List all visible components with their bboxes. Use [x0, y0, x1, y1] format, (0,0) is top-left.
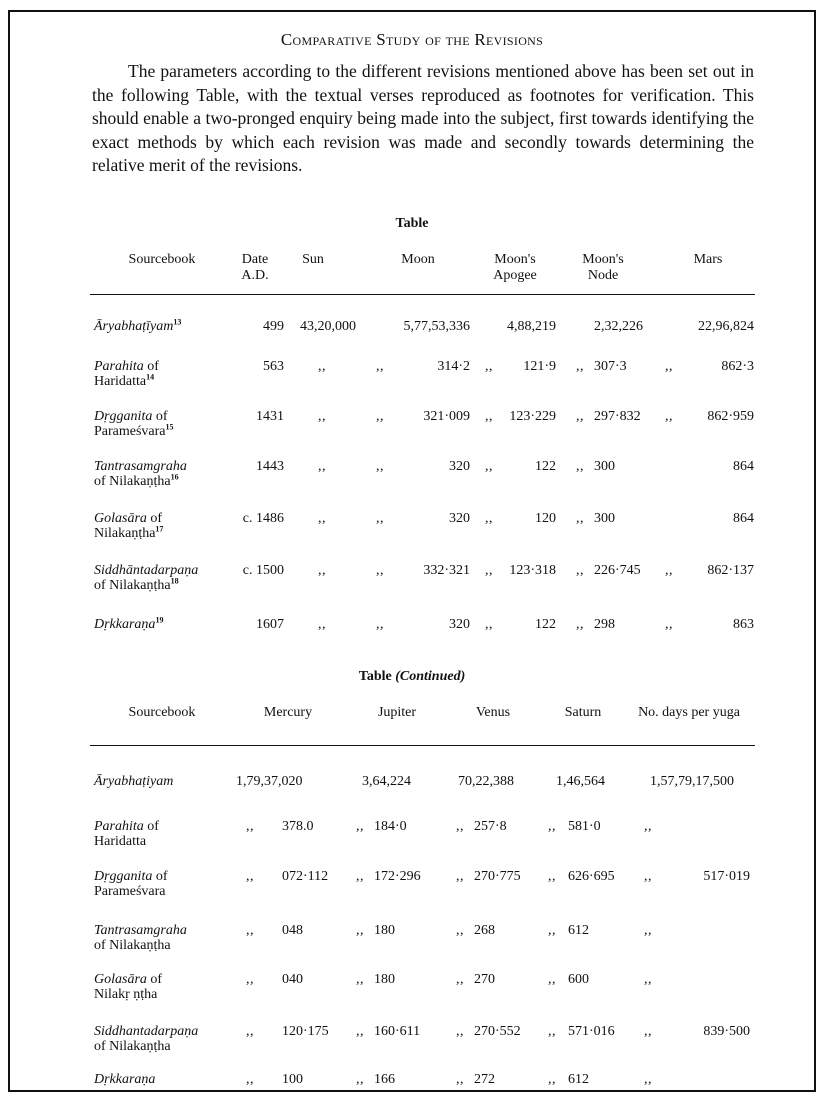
venus-cell: 272 — [474, 1072, 495, 1087]
mars-cell: 22,96,824 — [698, 319, 754, 334]
moon-ditto: ,, — [376, 563, 384, 578]
sourcebook-title: Dṛgganita — [94, 869, 153, 884]
jupiter-cell: 180 — [374, 972, 395, 987]
moon-cell: 314·2 — [437, 359, 470, 374]
saturn-cell: 626·695 — [568, 869, 615, 884]
saturn-cell: 581·0 — [568, 819, 601, 834]
t2-header-days-per-yuga: No. days per yuga — [638, 705, 740, 720]
days-ditto: ,, — [644, 972, 652, 987]
sourcebook-author: Nilakaṇṭha — [94, 526, 156, 541]
sourcebook-author: of Nilakaṇṭha — [94, 474, 171, 489]
sun-cell: ,, — [318, 409, 326, 424]
date-cell: 1431 — [256, 409, 284, 424]
sourcebook-title: Golasāra — [94, 511, 147, 526]
sourcebook-cell — [94, 511, 234, 541]
moon-cell: 320 — [449, 459, 470, 474]
mars-ditto: ,, — [665, 617, 673, 632]
sun-cell: ,, — [318, 563, 326, 578]
t1-header-sun: Sun — [302, 252, 324, 267]
sourcebook-title: Tantrasamgraha — [94, 459, 187, 474]
sun-cell: ,, — [318, 617, 326, 632]
apogee-cell: 122 — [535, 617, 556, 632]
mercury-cell: 048 — [282, 923, 303, 938]
jupiter-ditto: ,, — [356, 923, 364, 938]
apogee-ditto: ,, — [485, 459, 493, 474]
saturn-ditto: ,, — [548, 869, 556, 884]
t1-header-moon: Moon — [401, 252, 435, 267]
sourcebook-cell — [94, 319, 234, 334]
jupiter-cell: 180 — [374, 923, 395, 938]
mercury-cell: 120·175 — [282, 1024, 329, 1039]
saturn-ditto: ,, — [548, 923, 556, 938]
moon-ditto: ,, — [376, 459, 384, 474]
t1-header-apogee: Moon's — [494, 252, 536, 267]
node-ditto: ,, — [576, 409, 584, 424]
t2-header-saturn: Saturn — [564, 705, 602, 720]
moon-cell: 5,77,53,336 — [403, 319, 470, 334]
venus-cell: 257·8 — [474, 819, 507, 834]
t1-header-rule — [90, 294, 755, 295]
node-cell: 2,32,226 — [594, 319, 643, 334]
node-cell: 307·3 — [594, 359, 627, 374]
footnote-ref: 17 — [155, 524, 164, 534]
footnote-ref: 15 — [165, 422, 174, 432]
days-cell: 1,57,79,17,500 — [650, 774, 734, 789]
saturn-cell: 612 — [568, 1072, 589, 1087]
apogee-ditto: ,, — [485, 511, 493, 526]
sun-cell: ,, — [318, 459, 326, 474]
sourcebook-author: Parameśvara — [94, 884, 166, 899]
table1-title: Table — [395, 216, 429, 231]
days-ditto: ,, — [644, 1072, 652, 1087]
table2-title-continued: (Continued) — [395, 669, 466, 684]
saturn-ditto: ,, — [548, 819, 556, 834]
sourcebook-title: Parahita — [94, 819, 144, 834]
section-heading: Comparative Study of the Revisions — [280, 30, 544, 49]
node-cell: 226·745 — [594, 563, 641, 578]
sourcebook-of: of — [146, 972, 163, 987]
sourcebook-title: Dṛgganita — [94, 409, 153, 424]
sourcebook-of: of — [146, 511, 163, 526]
sourcebook-cell — [94, 923, 234, 953]
mercury-ditto: ,, — [246, 1024, 254, 1039]
date-cell: c. 1500 — [242, 563, 284, 578]
venus-cell: 270·552 — [474, 1024, 521, 1039]
sourcebook-cell — [94, 1024, 234, 1054]
mars-cell: 862·3 — [721, 359, 754, 374]
intro-paragraph-text: The parameters according to the different revisions mentioned above has been set out in the following Table, with the textual verses reproduced as footnotes for verification. This should enable a two-pronged enquiry being made into the subject, first towards identifying the exact methods by which each revision was made and secondly towards determining the relative merit of the revisions. — [92, 61, 754, 176]
days-ditto: ,, — [644, 819, 652, 834]
t2-header-rule — [90, 745, 755, 746]
days-cell: 839·500 — [703, 1024, 750, 1039]
sourcebook-of: of — [143, 819, 159, 834]
sourcebook-author: Haridatta — [94, 834, 147, 849]
sun-cell: ,, — [318, 511, 326, 526]
mars-ditto: ,, — [665, 409, 673, 424]
jupiter-ditto: ,, — [356, 1024, 364, 1039]
footnote-ref: 14 — [146, 372, 155, 382]
sourcebook-author: Parameśvara — [94, 424, 166, 439]
node-ditto: ,, — [576, 459, 584, 474]
date-cell: 1443 — [256, 459, 284, 474]
apogee-cell: 122 — [535, 459, 556, 474]
sourcebook-author: Haridatta — [94, 374, 147, 389]
mars-ditto: ,, — [665, 359, 673, 374]
days-ditto: ,, — [644, 869, 652, 884]
mercury-ditto: ,, — [246, 972, 254, 987]
date-cell: 1607 — [256, 617, 284, 632]
mercury-ditto: ,, — [246, 923, 254, 938]
footnote-ref: 16 — [170, 472, 179, 482]
moon-ditto: ,, — [376, 359, 384, 374]
jupiter-ditto: ,, — [356, 1072, 364, 1087]
mercury-cell: 100 — [282, 1072, 303, 1087]
venus-cell: 268 — [474, 923, 495, 938]
t1-header-node: Moon's — [582, 252, 624, 267]
sourcebook-cell — [94, 819, 234, 849]
node-ditto: ,, — [576, 511, 584, 526]
t2-header-mercury: Mercury — [263, 705, 313, 720]
moon-ditto: ,, — [376, 409, 384, 424]
t1-header-mars: Mars — [693, 252, 723, 267]
days-ditto: ,, — [644, 1024, 652, 1039]
t1-header-date-ad: A.D. — [241, 268, 269, 283]
mars-cell: 863 — [733, 617, 754, 632]
saturn-cell: 571·016 — [568, 1024, 615, 1039]
sourcebook-title: Āryabhaṭīyam — [94, 319, 174, 334]
venus-ditto: ,, — [456, 819, 464, 834]
node-cell: 298 — [594, 617, 615, 632]
venus-cell: 270 — [474, 972, 495, 987]
sourcebook-author: of Nilakaṇṭha — [94, 1039, 171, 1054]
sourcebook-cell — [94, 869, 234, 899]
sourcebook-title: Āryabhaṭiyam — [94, 774, 174, 789]
sourcebook-author: of Nilakaṇṭha — [94, 578, 171, 593]
sun-cell: ,, — [318, 359, 326, 374]
days-ditto: ,, — [644, 923, 652, 938]
footnote-ref: 13 — [173, 317, 182, 327]
sourcebook-cell — [94, 359, 234, 389]
t1-header-sourcebook: Sourcebook — [128, 252, 196, 267]
mercury-cell: 378.0 — [282, 819, 314, 834]
t1-header-node-2: Node — [587, 268, 619, 283]
jupiter-cell: 172·296 — [374, 869, 421, 884]
venus-ditto: ,, — [456, 869, 464, 884]
saturn-ditto: ,, — [548, 972, 556, 987]
moon-cell: 320 — [449, 617, 470, 632]
sourcebook-title: Siddhantadarpaṇa — [94, 1024, 199, 1039]
sourcebook-cell — [94, 972, 234, 1002]
days-cell: 517·019 — [703, 869, 750, 884]
node-cell: 300 — [594, 511, 615, 526]
apogee-ditto: ,, — [485, 563, 493, 578]
sourcebook-cell — [94, 459, 234, 489]
apogee-ditto: ,, — [485, 617, 493, 632]
apogee-cell: 120 — [535, 511, 556, 526]
venus-ditto: ,, — [456, 972, 464, 987]
node-ditto: ,, — [576, 563, 584, 578]
mercury-cell: 040 — [282, 972, 303, 987]
sourcebook-cell — [94, 563, 234, 593]
apogee-ditto: ,, — [485, 409, 493, 424]
sourcebook-author: of Nilakaṇṭha — [94, 938, 171, 953]
t1-header-apogee-2: Apogee — [493, 268, 537, 283]
t2-header-venus: Venus — [475, 705, 511, 720]
date-cell: 563 — [263, 359, 284, 374]
table2-title — [10, 669, 814, 685]
mercury-ditto: ,, — [246, 819, 254, 834]
jupiter-cell: 160·611 — [374, 1024, 421, 1039]
sourcebook-cell — [94, 617, 234, 632]
mars-cell: 864 — [733, 511, 754, 526]
sourcebook-cell — [94, 1072, 234, 1087]
date-cell: c. 1486 — [242, 511, 284, 526]
jupiter-cell: 3,64,224 — [362, 774, 411, 789]
jupiter-ditto: ,, — [356, 819, 364, 834]
saturn-ditto: ,, — [548, 1072, 556, 1087]
node-cell: 300 — [594, 459, 615, 474]
apogee-ditto: ,, — [485, 359, 493, 374]
jupiter-ditto: ,, — [356, 972, 364, 987]
sourcebook-title: Dṛkkaraṇa — [94, 1072, 156, 1087]
date-cell: 499 — [263, 319, 284, 334]
sourcebook-title: Dṛkkaraṇa — [94, 617, 156, 632]
node-ditto: ,, — [576, 359, 584, 374]
apogee-cell: 4,88,219 — [507, 319, 556, 334]
mercury-cell: 1,79,37,020 — [236, 774, 303, 789]
mars-cell: 862·137 — [707, 563, 754, 578]
document-page — [8, 10, 816, 1092]
mercury-ditto: ,, — [246, 1072, 254, 1087]
mars-ditto: ,, — [665, 563, 673, 578]
moon-cell: 320 — [449, 511, 470, 526]
moon-ditto: ,, — [376, 511, 384, 526]
moon-cell: 332·321 — [423, 563, 470, 578]
apogee-cell: 123·318 — [509, 563, 556, 578]
sun-cell: 43,20,000 — [300, 319, 356, 334]
t2-header-sourcebook: Sourcebook — [128, 705, 196, 720]
mars-cell: 862·959 — [707, 409, 754, 424]
apogee-cell: 123·229 — [509, 409, 556, 424]
venus-ditto: ,, — [456, 923, 464, 938]
node-ditto: ,, — [576, 617, 584, 632]
venus-cell: 270·775 — [474, 869, 521, 884]
venus-ditto: ,, — [456, 1072, 464, 1087]
mercury-ditto: ,, — [246, 869, 254, 884]
sourcebook-of: of — [143, 359, 159, 374]
jupiter-ditto: ,, — [356, 869, 364, 884]
sourcebook-title: Parahita — [94, 359, 144, 374]
sourcebook-cell — [94, 409, 234, 439]
sourcebook-title: Golasāra — [94, 972, 147, 987]
saturn-cell: 600 — [568, 972, 589, 987]
table2-title-main: Table — [358, 669, 392, 684]
sourcebook-of: of — [152, 869, 168, 884]
mars-cell: 864 — [733, 459, 754, 474]
footnote-ref: 19 — [155, 615, 164, 625]
sourcebook-of: of — [152, 409, 168, 424]
saturn-ditto: ,, — [548, 1024, 556, 1039]
jupiter-cell: 184·0 — [374, 819, 407, 834]
footnote-ref: 18 — [170, 576, 179, 586]
apogee-cell: 121·9 — [523, 359, 556, 374]
sourcebook-title: Tantrasamgraha — [94, 923, 187, 938]
node-cell: 297·832 — [594, 409, 641, 424]
venus-cell: 70,22,388 — [458, 774, 514, 789]
saturn-cell: 612 — [568, 923, 589, 938]
saturn-cell: 1,46,564 — [556, 774, 605, 789]
sourcebook-cell — [94, 774, 234, 789]
sourcebook-author: Nilakṛ ṇṭha — [94, 987, 158, 1002]
mercury-cell: 072·112 — [282, 869, 329, 884]
sourcebook-title: Siddhāntadarpaṇa — [94, 563, 199, 578]
moon-ditto: ,, — [376, 617, 384, 632]
venus-ditto: ,, — [456, 1024, 464, 1039]
t1-header-date: Date — [241, 252, 269, 267]
intro-paragraph — [92, 60, 754, 178]
jupiter-cell: 166 — [374, 1072, 395, 1087]
t2-header-jupiter: Jupiter — [377, 705, 417, 720]
moon-cell: 321·009 — [423, 409, 470, 424]
